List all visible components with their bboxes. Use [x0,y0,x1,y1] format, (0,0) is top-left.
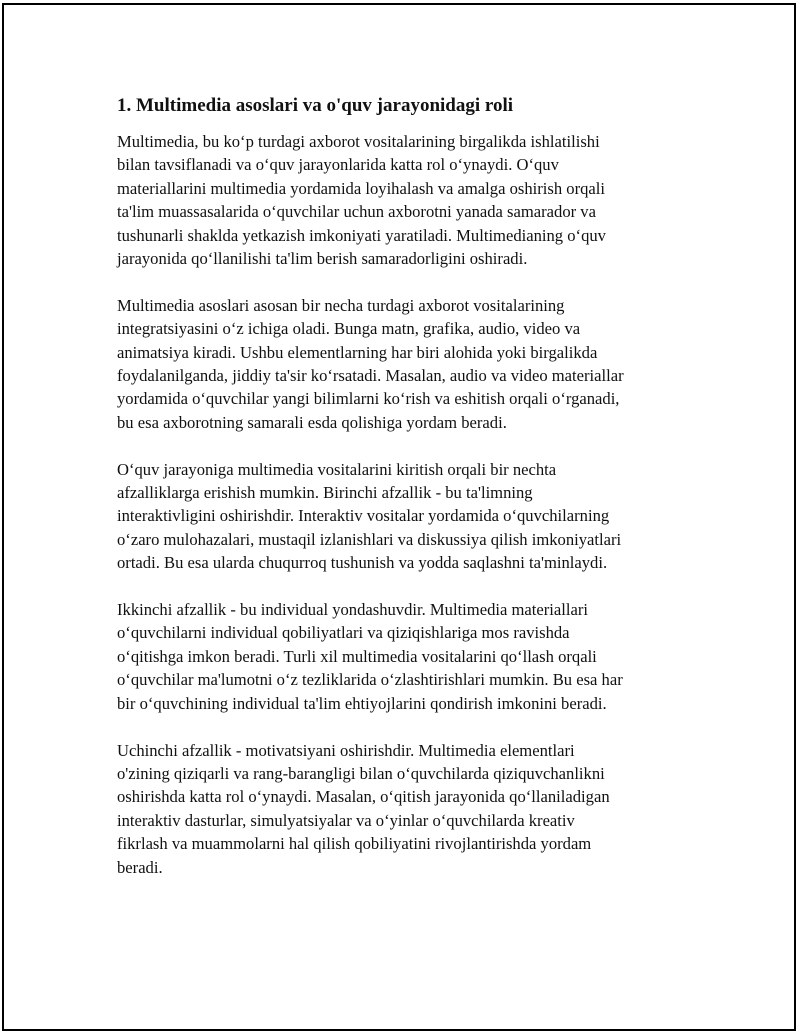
paragraph-2 [117,294,677,434]
text-line: ortadi. Bu esa ularda chuqurroq tushunish va yodda saqlashni ta'minlaydi. [117,553,608,573]
section-heading: 1. Multimedia asoslari va o'quv jarayonidagi roli [117,95,514,116]
text-line: interaktivligini oshirishdir. Interaktiv vositalar yordamida o‘quvchilarning [117,506,610,526]
paragraph-4 [117,598,677,715]
text-line: oshirishda katta rol o‘ynaydi. Masalan, o‘qitish jarayonida qo‘llaniladigan [117,787,610,807]
text-line: bir o‘quvchining individual ta'lim ehtiyojlarini qondirish imkonini beradi. [117,693,607,713]
text-line: beradi. [117,857,163,877]
text-line: animatsiya kiradi. Ushbu elementlarning har biri alohida yoki birgalikda [117,342,598,362]
text-line: o‘quvchilar ma'lumotni o‘z tezliklarida o‘zlashtirishlari mumkin. Bu esa har [117,670,623,690]
text-line: interaktiv dasturlar, simulyatsiyalar va o‘yinlar o‘quvchilarda kreativ [117,810,575,830]
text-line: o‘zaro mulohazalari, mustaqil izlanishlari va diskussiya qilish imkoniyatlari [117,529,622,549]
text-line: o'zining qiziqarli va rang-barangligi bilan o‘quvchilarda qiziquvchanlikni [117,763,605,783]
text-line: Uchinchi afzallik - motivatsiyani oshirishdir. Multimedia elementlari [117,740,575,760]
text-line: yordamida o‘quvchilar yangi bilimlarni ko‘rish va eshitish orqali o‘rganadi, [117,389,620,409]
text-line: o‘quvchilarni individual qobiliyatlari va qiziqishlariga mos ravishda [117,623,570,643]
text-line: bilan tavsiflanadi va o‘quv jarayonlarida katta rol o‘ynaydi. O‘quv [117,155,559,175]
text-line: O‘quv jarayoniga multimedia vositalarini kiritish orqali bir nechta [117,459,557,479]
text-line: afzalliklarga erishish mumkin. Birinchi afzallik - bu ta'limning [117,483,533,503]
document-body [117,93,677,902]
text-line: tushunarli shaklda yetkazish imkoniyati yaratiladi. Multimedianing o‘quv [117,225,606,245]
text-line: integratsiyasini o‘z ichiga oladi. Bunga matn, grafika, audio, video va [117,319,581,339]
paragraph-5 [117,739,677,879]
text-line: ta'lim muassasalarida o‘quvchilar uchun axborotni yanada samarador va [117,202,596,222]
text-line: Ikkinchi afzallik - bu individual yondashuvdir. Multimedia materiallari [117,600,588,620]
text-line: Multimedia asoslari asosan bir necha turdagi axborot vositalarining [117,295,565,315]
paragraph-1 [117,130,677,270]
text-line: o‘qitishga imkon beradi. Turli xil multimedia vositalarini qo‘llash orqali [117,646,597,666]
text-line: foydalanilganda, jiddiy ta'sir ko‘rsatadi. Masalan, audio va video materiallar [117,366,624,386]
text-line: jarayonida qo‘llanilishi ta'lim berish samaradorligini oshiradi. [117,249,528,269]
paragraph-3 [117,458,677,575]
text-line: fikrlash va muammolarni hal qilish qobiliyatini rivojlantirishda yordam [117,834,592,854]
text-line: bu esa axborotning samarali esda qolishiga yordam beradi. [117,412,507,432]
text-line: Multimedia, bu ko‘p turdagi axborot vositalarining birgalikda ishlatilishi [117,132,600,151]
text-line: materiallarini multimedia yordamida loyihalash va amalga oshirish orqali [117,178,605,198]
